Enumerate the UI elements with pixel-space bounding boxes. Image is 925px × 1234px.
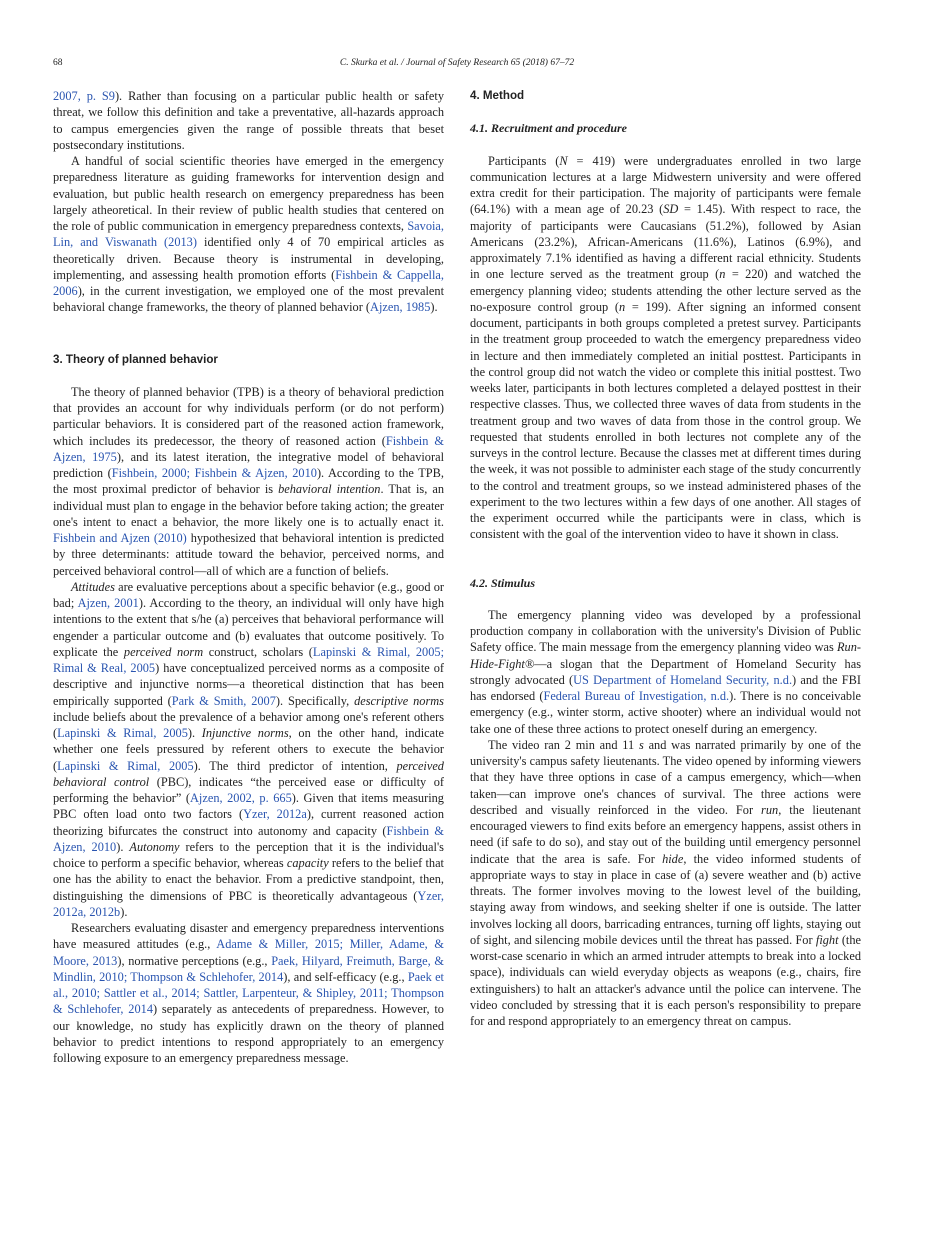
- citation-link[interactable]: Yzer, 2012a, 2012b: [53, 888, 444, 919]
- citation-link[interactable]: Paek, Hilyard, Freimuth, Barge, & Mindlin, 2010; Thompson & Schlehofer, 2014: [53, 953, 444, 984]
- citation-link[interactable]: Fishbein, 2000; Fishbein & Ajzen, 2010: [111, 466, 317, 480]
- running-head: C. Skurka et al. / Journal of Safety Research 65 (2018) 67–72: [339, 58, 575, 68]
- page-number: 68: [53, 58, 63, 68]
- citation-link[interactable]: Paek et al., 2010; Sattler et al., 2014; Sattler, Larpenteur, & Shipley, 2011; Thompson & Schlehofer, 2014: [53, 969, 444, 1017]
- subsection-heading: 4.2. Stimulus: [470, 575, 536, 590]
- subsection-heading: 4.1. Recruitment and procedure: [470, 121, 628, 136]
- running-header: [53, 58, 861, 72]
- paragraph: 2007, p. S9). Rather than focusing on a particular public health or safety threat, we follow this definition and take a preventative, all-hazards approach to campus emergencies given the range of possible threats that beset postsecondary institutions.: [53, 89, 444, 152]
- citation-link[interactable]: Adame & Miller, 2015; Miller, Adame, & Moore, 2013: [53, 937, 444, 968]
- citation-link[interactable]: Fishbein & Ajzen, 1975: [53, 433, 445, 464]
- citation-link[interactable]: Park & Smith, 2007: [171, 693, 276, 708]
- citation-link[interactable]: US Department of Homeland Security, n.d.: [573, 672, 793, 687]
- paragraph: A handful of social scientific theories have emerged in the emergency preparedness literature as guiding frameworks for intervention design and evaluation, but public health research on emergency preparedness has been largely atheoretical. In their review of public health studies that centered on the role of public communication in emergency preparedness contexts, Savoia, Lin, and Viswanath (2013) identified only 4 of 70 empirical articles as theoretically driven. Because theory is instrumental in developing, implementing, and assessing health promotion efforts (Fishbein & Cappella, 2006), in the current investigation, we employed one of the most prevalent behavioral change frameworks, the theory of planned behavior (Ajzen, 1985).: [53, 154, 445, 315]
- paragraph: Attitudes are evaluative perceptions about a specific behavior (e.g., good or bad; Ajzen, 2001). According to the theory, an individual will only have high intentions to the extent that s/he (a) perceives that behavioral performance will engender a particular outcome and (b) evaluates that outcome positively. To explicate the perceived norm construct, scholars (Lapinski & Rimal, 2005; Rimal & Real, 2005) have conceptualized perceived norms as a composite of descriptive and injunctive norms—a theoretical distinction that has been empirically supported (Park & Smith, 2007). Specifically, descriptive norms include beliefs about the prevalence of a behavior among one's referent others (Lapinski & Rimal, 2005). Injunctive norms, on the other hand, indicate whether one feels pressured by referent others to execute the behavior (Lapinski & Rimal, 2005). The third predictor of intention, perceived behavioral control (PBC), indicates “the perceived ease or difficulty of performing the behavior” (Ajzen, 2002, p. 665). Given that items measuring PBC often load onto two factors (Yzer, 2012a), current reasoned action theorizing bifurcates the construct into autonomy and capacity (Fishbein & Ajzen, 2010). Autonomy refers to the perception that it is the individual's choice to perform a specific behavior, whereas capacity refers to the belief that one has the ability to enact the behavior. From a predictive standpoint, then, distinguishing the dimensions of PBC is theoretically advantageous (Yzer, 2012a, 2012b).: [53, 579, 445, 919]
- left-column: [53, 88, 444, 1066]
- citation-link[interactable]: Fishbein & Ajzen, 2010: [53, 823, 444, 854]
- paragraph: The emergency planning video was developed by a professional production company in collaboration with the university's Division of Public Safety office. The main message from the emergency planning video was Run-Hide-Fight®—a slogan that the Department of Homeland Security has strongly advocated (US Department of Homeland Security, n.d.) and the FBI has endorsed (Federal Bureau of Investigation, n.d.). There is no conceivable emergency (e.g., winter storm, active shooter) where an individual would not take one of these three actions to protect oneself during an emergency.: [470, 607, 862, 736]
- section-heading: 3. Theory of planned behavior: [53, 352, 218, 366]
- paragraph: Participants (N = 419) were undergraduates enrolled in two large communication lectures at a large Midwestern university and were offered extra credit for their participation. The majority of participants were female (64.1%) with a mean age of 20.23 (SD = 1.45). With respect to race, the majority of participants were Caucasians (51.2%), followed by Asian Americans (23.2%), African-Americans (11.6%), Latinos (6.9%), and approximately 7.1% identified as having a different racial ethnicity. Students in one lecture served as the treatment group (n = 220) and watched the emergency planning video; students attending the other lecture served as the no-exposure control group (n = 199). After signing an informed consent document, participants in both groups completed a pretest survey. Participants in the treatment group proceeded to watch the emergency preparedness video in lecture and then immediately completed an initial posttest. Participants in the control group did not watch the video or complete this initial posttest. Two weeks later, participants in both lectures completed a delayed posttest in their respective classes. Thus, we collected three waves of data from students in the treatment group and two waves of data from those in the control group. We requested that students enrolled in both lectures not complete any of the surveys in the control lecture. Because the classes met at different times during the week, it was not possible to administer each stage of the study concurrently to the control and treatment groups, so we instead administered phases of the experiment to the two lectures within a few days of one another. All stages of the experiment occurred while the participants were in class, which is consistent with the goal of the intervention video to have it shown in class.: [470, 153, 861, 542]
- paragraph: The video ran 2 min and 11 s and was narrated primarily by one of the university's campus safety lieutenants. The video opened by informing viewers that they have three options in case of a campus emergency, which—when taken—can improve one's chances of survival. The three actions were described and visually reinforced in the video. For run, the lieutenant encouraged viewers to find exits before an emergency happens, assist others in need (if safe to do so), and stay out of the building until emergency personnel indicate that the area is safe. For hide, the video informed students of appropriate ways to stay in place in case of (a) severe weather and (b) active threats. The former involves moving to the lowest level of the building, staying away from windows, and seeking shelter if one is outside. The latter involves locking all doors, barricading entrances, turning off lights, staying out of sight, and silencing mobile devices until the threat has passed. For fight (the worst-case scenario in which an armed intruder attempts to break into a locked space), individuals can wield everyday objects as weapons (e.g., chairs, fire extinguishers) to halt an attacker's advance until the police can intervene. The video concluded by stressing that it is each person's responsibility to prepare for and respond appropriately to an emergency threat on campus.: [470, 737, 862, 1028]
- citation-link[interactable]: Savoia, Lin, and Viswanath (2013): [53, 219, 444, 250]
- citation-link[interactable]: Ajzen, 2002, p. 665: [190, 791, 292, 805]
- citation-link[interactable]: Lapinski & Rimal, 2005: [57, 726, 188, 740]
- citation-link[interactable]: Lapinski & Rimal, 2005: [57, 758, 194, 773]
- section-heading: 4. Method: [470, 89, 525, 102]
- citation-link[interactable]: Ajzen, 1985: [370, 300, 431, 315]
- citation-link[interactable]: Federal Bureau of Investigation, n.d.: [543, 689, 730, 703]
- right-column: [470, 88, 861, 1029]
- citation-link[interactable]: 2007, p. S9: [53, 89, 115, 103]
- citation-link[interactable]: Lapinski & Rimal, 2005; Rimal & Real, 2005: [53, 644, 444, 675]
- citation-link[interactable]: Fishbein and Ajzen (2010): [53, 531, 187, 545]
- citation-link[interactable]: Fishbein & Cappella, 2006: [53, 267, 444, 298]
- citation-link[interactable]: Yzer, 2012a: [243, 807, 307, 822]
- citation-link[interactable]: Ajzen, 2001: [77, 596, 139, 610]
- paragraph: The theory of planned behavior (TPB) is a theory of behavioral prediction that provides an account for why individuals perform (or do not perform) particular behaviors. It is considered part of the reasoned action framework, which includes its predecessor, the theory of reasoned action (Fishbein & Ajzen, 1975), and its latest iteration, the integrative model of behavioral prediction (Fishbein, 2000; Fishbein & Ajzen, 2010). According to the TPB, the most proximal predictor of behavior is behavioral intention. That is, an individual must plan to engage in the behavior before taking action; the greater one's intent to enact a behavior, the more likely one is to actually enact it. Fishbein and Ajzen (2010) hypothesized that behavioral intention is predicted by three determinants: attitude toward the behavior, perceived norms, and perceived behavioral control—all of which are a function of beliefs.: [53, 384, 445, 578]
- paragraph: Researchers evaluating disaster and emergency preparedness interventions have measured attitudes (e.g., Adame & Miller, 2015; Miller, Adame, & Moore, 2013), normative perceptions (e.g., Paek, Hilyard, Freimuth, Barge, & Mindlin, 2010; Thompson & Schlehofer, 2014), and self-efficacy (e.g., Paek et al., 2010; Sattler et al., 2014; Sattler, Larpenteur, & Shipley, 2011; Thompson & Schlehofer, 2014) separately as antecedents of preparedness. However, to our knowledge, no study has explicitly drawn on the theory of planned behavior to predict intentions to respond appropriately to an emergency following exposure to an emergency preparedness message.: [53, 921, 444, 1065]
